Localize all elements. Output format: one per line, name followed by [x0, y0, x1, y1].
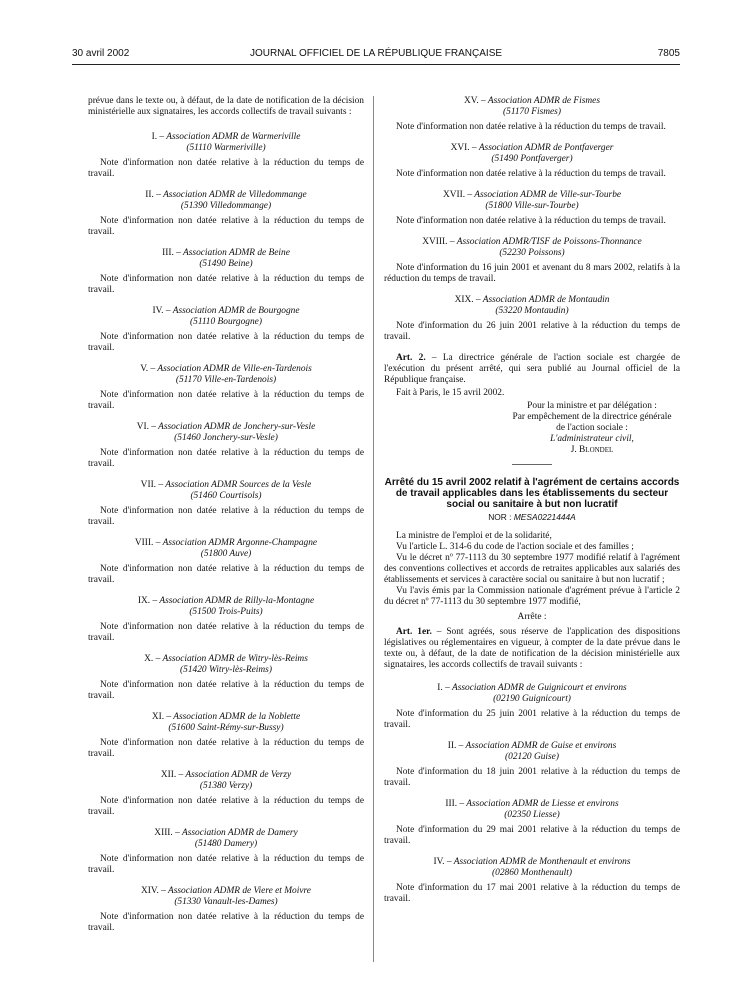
- item-place: (51110 Bourgogne): [190, 317, 262, 327]
- item-title: XIX. – Association ADMR de Montaudin: [454, 295, 610, 305]
- list-item: [384, 295, 680, 343]
- vu-2: Vu le décret nº 77-1113 du 30 septembre 1977 modifié relatif à l'agrément des conventions collectives et accords de retraites applicables aux salariés des établissements et services à caractère social ou sanitaire à but non lucratif ;: [384, 553, 680, 585]
- item-place: (51460 Courtisols): [190, 491, 262, 501]
- item-note: Note d'information non datée relative à la réduction du temps de travail.: [88, 216, 364, 237]
- item-place: (51420 Witry-lès-Reims): [180, 665, 272, 675]
- item-place: (02350 Liesse): [504, 810, 560, 820]
- item-title: III. – Association ADMR de Beine: [162, 248, 290, 258]
- item-note: Note d'information non datée relative à la réduction du temps de travail.: [88, 912, 364, 933]
- header-date: 30 avril 2002: [72, 48, 130, 59]
- minister-line: La ministre de l'emploi et de la solidarité,: [396, 531, 552, 541]
- item-place: (51800 Auve): [200, 549, 252, 559]
- item-place: (51500 Trois-Puits): [189, 607, 263, 617]
- item-place: (02860 Monthenault): [492, 868, 572, 878]
- list-item: [88, 306, 364, 354]
- item-note: Note d'information non datée relative à la réduction du temps de travail.: [88, 274, 364, 295]
- article-2: Art. 2. – La directrice générale de l'action sociale est chargée de l'exécution du présent arrêté, qui sera publié au Journal officiel de la République française.: [384, 353, 680, 385]
- list-item: [384, 683, 680, 731]
- list-item: [88, 654, 364, 702]
- item-note: Note d'information non datée relative à la réduction du temps de travail.: [88, 738, 364, 759]
- item-place: (52230 Poissons): [499, 248, 565, 258]
- list-item: [384, 143, 680, 180]
- item-note: Note d'information non datée relative à la réduction du temps de travail.: [396, 169, 666, 179]
- item-place: (51480 Damery): [194, 839, 258, 849]
- item-title: V. – Association ADMR de Ville-en-Tardenois: [140, 364, 312, 374]
- item-title: XV. – Association ADMR de Fismes: [464, 96, 600, 106]
- fait-a-paris: Fait à Paris, le 15 avril 2002.: [396, 388, 505, 398]
- item-note: Note d'information non datée relative à la réduction du temps de travail.: [88, 622, 364, 643]
- item-note: Note d'information du 16 juin 2001 et avenant du 8 mars 2002, relatifs à la réduction du temps de travail.: [384, 263, 680, 284]
- item-place: (51170 Ville-en-Tardenois): [175, 375, 277, 385]
- item-title: III. – Association ADMR de Liesse et environs: [445, 799, 619, 809]
- item-place: (51330 Vanault-les-Dames): [174, 897, 278, 907]
- list-item: [88, 190, 364, 238]
- item-title: XIV. – Association ADMR de Viere et Moivre: [141, 886, 311, 896]
- item-note: Note d'information non datée relative à la réduction du temps de travail.: [88, 564, 364, 585]
- item-note: Note d'information du 17 mai 2001 relative à la réduction du temps de travail.: [384, 883, 680, 904]
- item-note: Note d'information du 26 juin 2001 relative à la réduction du temps de travail.: [384, 321, 680, 342]
- item-place: (51110 Warmeriville): [186, 143, 266, 153]
- list-item: [88, 132, 364, 180]
- arrete-word: Arrête :: [517, 612, 547, 622]
- item-title: XIII. – Association ADMR de Damery: [154, 828, 298, 838]
- list-item: [384, 96, 680, 133]
- item-place: (51600 Saint-Rémy-sur-Bussy): [168, 723, 284, 733]
- item-title: II. – Association ADMR de Guise et environs: [447, 741, 617, 751]
- signature-line-4: L'administrateur civil,: [550, 434, 634, 444]
- item-place: (02120 Guise): [505, 752, 559, 762]
- header-rule: [72, 64, 680, 65]
- item-place: (51380 Verzy): [199, 781, 253, 791]
- list-item: [88, 248, 364, 296]
- list-item: [384, 799, 680, 847]
- item-place: (51170 Fismes): [503, 107, 561, 117]
- page-header: [72, 48, 680, 62]
- item-title: XII. – Association ADMR de Verzy: [160, 770, 292, 780]
- item-title: XI. – Association ADMR de la Noblette: [151, 712, 301, 722]
- item-title: IV. – Association ADMR de Monthenault et environs: [433, 857, 631, 867]
- item-title: I. – Association ADMR de Warmeriville: [151, 132, 301, 142]
- item-note: Note d'information non datée relative à la réduction du temps de travail.: [88, 390, 364, 411]
- item-place: (51460 Jonchery-sur-Vesle): [174, 433, 278, 443]
- list-item: [88, 538, 364, 586]
- left-item-list: [88, 132, 364, 934]
- nor-reference: NOR : MESA0221444A: [488, 512, 576, 522]
- item-note: Note d'information non datée relative à la réduction du temps de travail.: [88, 448, 364, 469]
- item-title: I. – Association ADMR de Guignicourt et environs: [437, 683, 627, 693]
- list-item: [88, 422, 364, 470]
- right-column: [384, 96, 680, 915]
- list-item: [384, 857, 680, 905]
- left-intro: prévue dans le texte ou, à défaut, de la date de notification de la décision ministérielle aux signataires, les accords collectifs de travail suivants :: [88, 96, 364, 117]
- item-note: Note d'information du 25 juin 2001 relative à la réduction du temps de travail.: [384, 709, 680, 730]
- signature-line-3: de l'action sociale :: [556, 423, 628, 433]
- item-note: Note d'information non datée relative à la réduction du temps de travail.: [88, 506, 364, 527]
- item-place: (51490 Beine): [199, 259, 253, 269]
- arrete-title: Arrêté du 15 avril 2002 relatif à l'agrément de certains accords de travail applicables dans les établissements du secteur social ou sanitaire à but non lucratif: [384, 477, 680, 510]
- list-item: [384, 237, 680, 285]
- list-item: [88, 828, 364, 876]
- signature-line-5: J. Blondel: [570, 445, 614, 455]
- list-item: [88, 364, 364, 412]
- signature-line-1: Pour la ministre et par délégation :: [527, 401, 657, 411]
- column-divider: [373, 96, 374, 962]
- item-title: VI. – Association ADMR de Jonchery-sur-Vesle: [136, 422, 316, 432]
- item-place: (51390 Villedommange): [180, 201, 272, 211]
- list-item: [88, 886, 364, 934]
- item-note: Note d'information non datée relative à la réduction du temps de travail.: [88, 796, 364, 817]
- section-separator: [512, 464, 552, 465]
- item-note: Note d'information non datée relative à la réduction du temps de travail.: [88, 332, 364, 353]
- item-note: Note d'information non datée relative à la réduction du temps de travail.: [396, 122, 666, 132]
- list-item: [88, 712, 364, 760]
- list-item: [88, 596, 364, 644]
- item-note: Note d'information non datée relative à la réduction du temps de travail.: [88, 854, 364, 875]
- header-journal-title: JOURNAL OFFICIEL DE LA RÉPUBLIQUE FRANÇAISE: [249, 48, 503, 59]
- list-item: [88, 480, 364, 528]
- list-item: [88, 770, 364, 818]
- list-item: [384, 741, 680, 789]
- item-title: X. – Association ADMR de Witry-lès-Reims: [144, 654, 308, 664]
- item-place: (02190 Guignicourt): [493, 694, 571, 704]
- item-place: (51800 Ville-sur-Tourbe): [485, 201, 579, 211]
- item-title: XVII. – Association ADMR de Ville-sur-Tourbe: [442, 190, 622, 200]
- item-title: XVIII. – Association ADMR/TISF de Poissons-Thonnance: [422, 237, 642, 247]
- item-title: VII. – Association ADMR Sources de la Vesle: [140, 480, 312, 490]
- right-item-list-b: [384, 683, 680, 905]
- item-note: Note d'information non datée relative à la réduction du temps de travail.: [88, 158, 364, 179]
- signature-block: [384, 401, 680, 456]
- item-place: (53220 Montaudin): [495, 306, 569, 316]
- header-page-number: 7805: [657, 48, 680, 59]
- list-item: [384, 190, 680, 227]
- item-note: Note d'information non datée relative à la réduction du temps de travail.: [396, 216, 666, 226]
- item-title: IV. – Association ADMR de Bourgogne: [152, 306, 300, 316]
- item-note: Note d'information du 29 mai 2001 relative à la réduction du temps de travail.: [384, 825, 680, 846]
- signature-line-2: Par empêchement de la directrice générale: [512, 412, 672, 422]
- item-place: (51490 Pontfaverger): [491, 154, 573, 164]
- vu-3: Vu l'avis émis par la Commission nationale d'agrément prévue à l'article 2 du décret nº 77-1113 du 30 septembre 1977 modifié,: [384, 586, 680, 607]
- left-column: [88, 96, 364, 944]
- item-title: II. – Association ADMR de Villedommange: [145, 190, 307, 200]
- vu-1: Vu l'article L. 314-6 du code de l'action sociale et des familles ;: [396, 542, 634, 552]
- item-title: VIII. – Association ADMR Argonne-Champagne: [134, 538, 318, 548]
- item-note: Note d'information non datée relative à la réduction du temps de travail.: [88, 680, 364, 701]
- right-item-list-a: [384, 96, 680, 343]
- item-note: Note d'information du 18 juin 2001 relative à la réduction du temps de travail.: [384, 767, 680, 788]
- item-title: IX. – Association ADMR de Rilly-la-Montagne: [137, 596, 315, 606]
- article-1: Art. 1er. – Sont agréés, sous réserve de l'application des dispositions législatives ou réglementaires en vigueur, à compter de la date prévue dans le texte ou, à défaut, de la date de notification de la décision ministérielle aux signataires, les accords collectifs de travail suivants :: [384, 627, 681, 670]
- item-title: XVI. – Association ADMR de Pontfaverger: [450, 143, 614, 153]
